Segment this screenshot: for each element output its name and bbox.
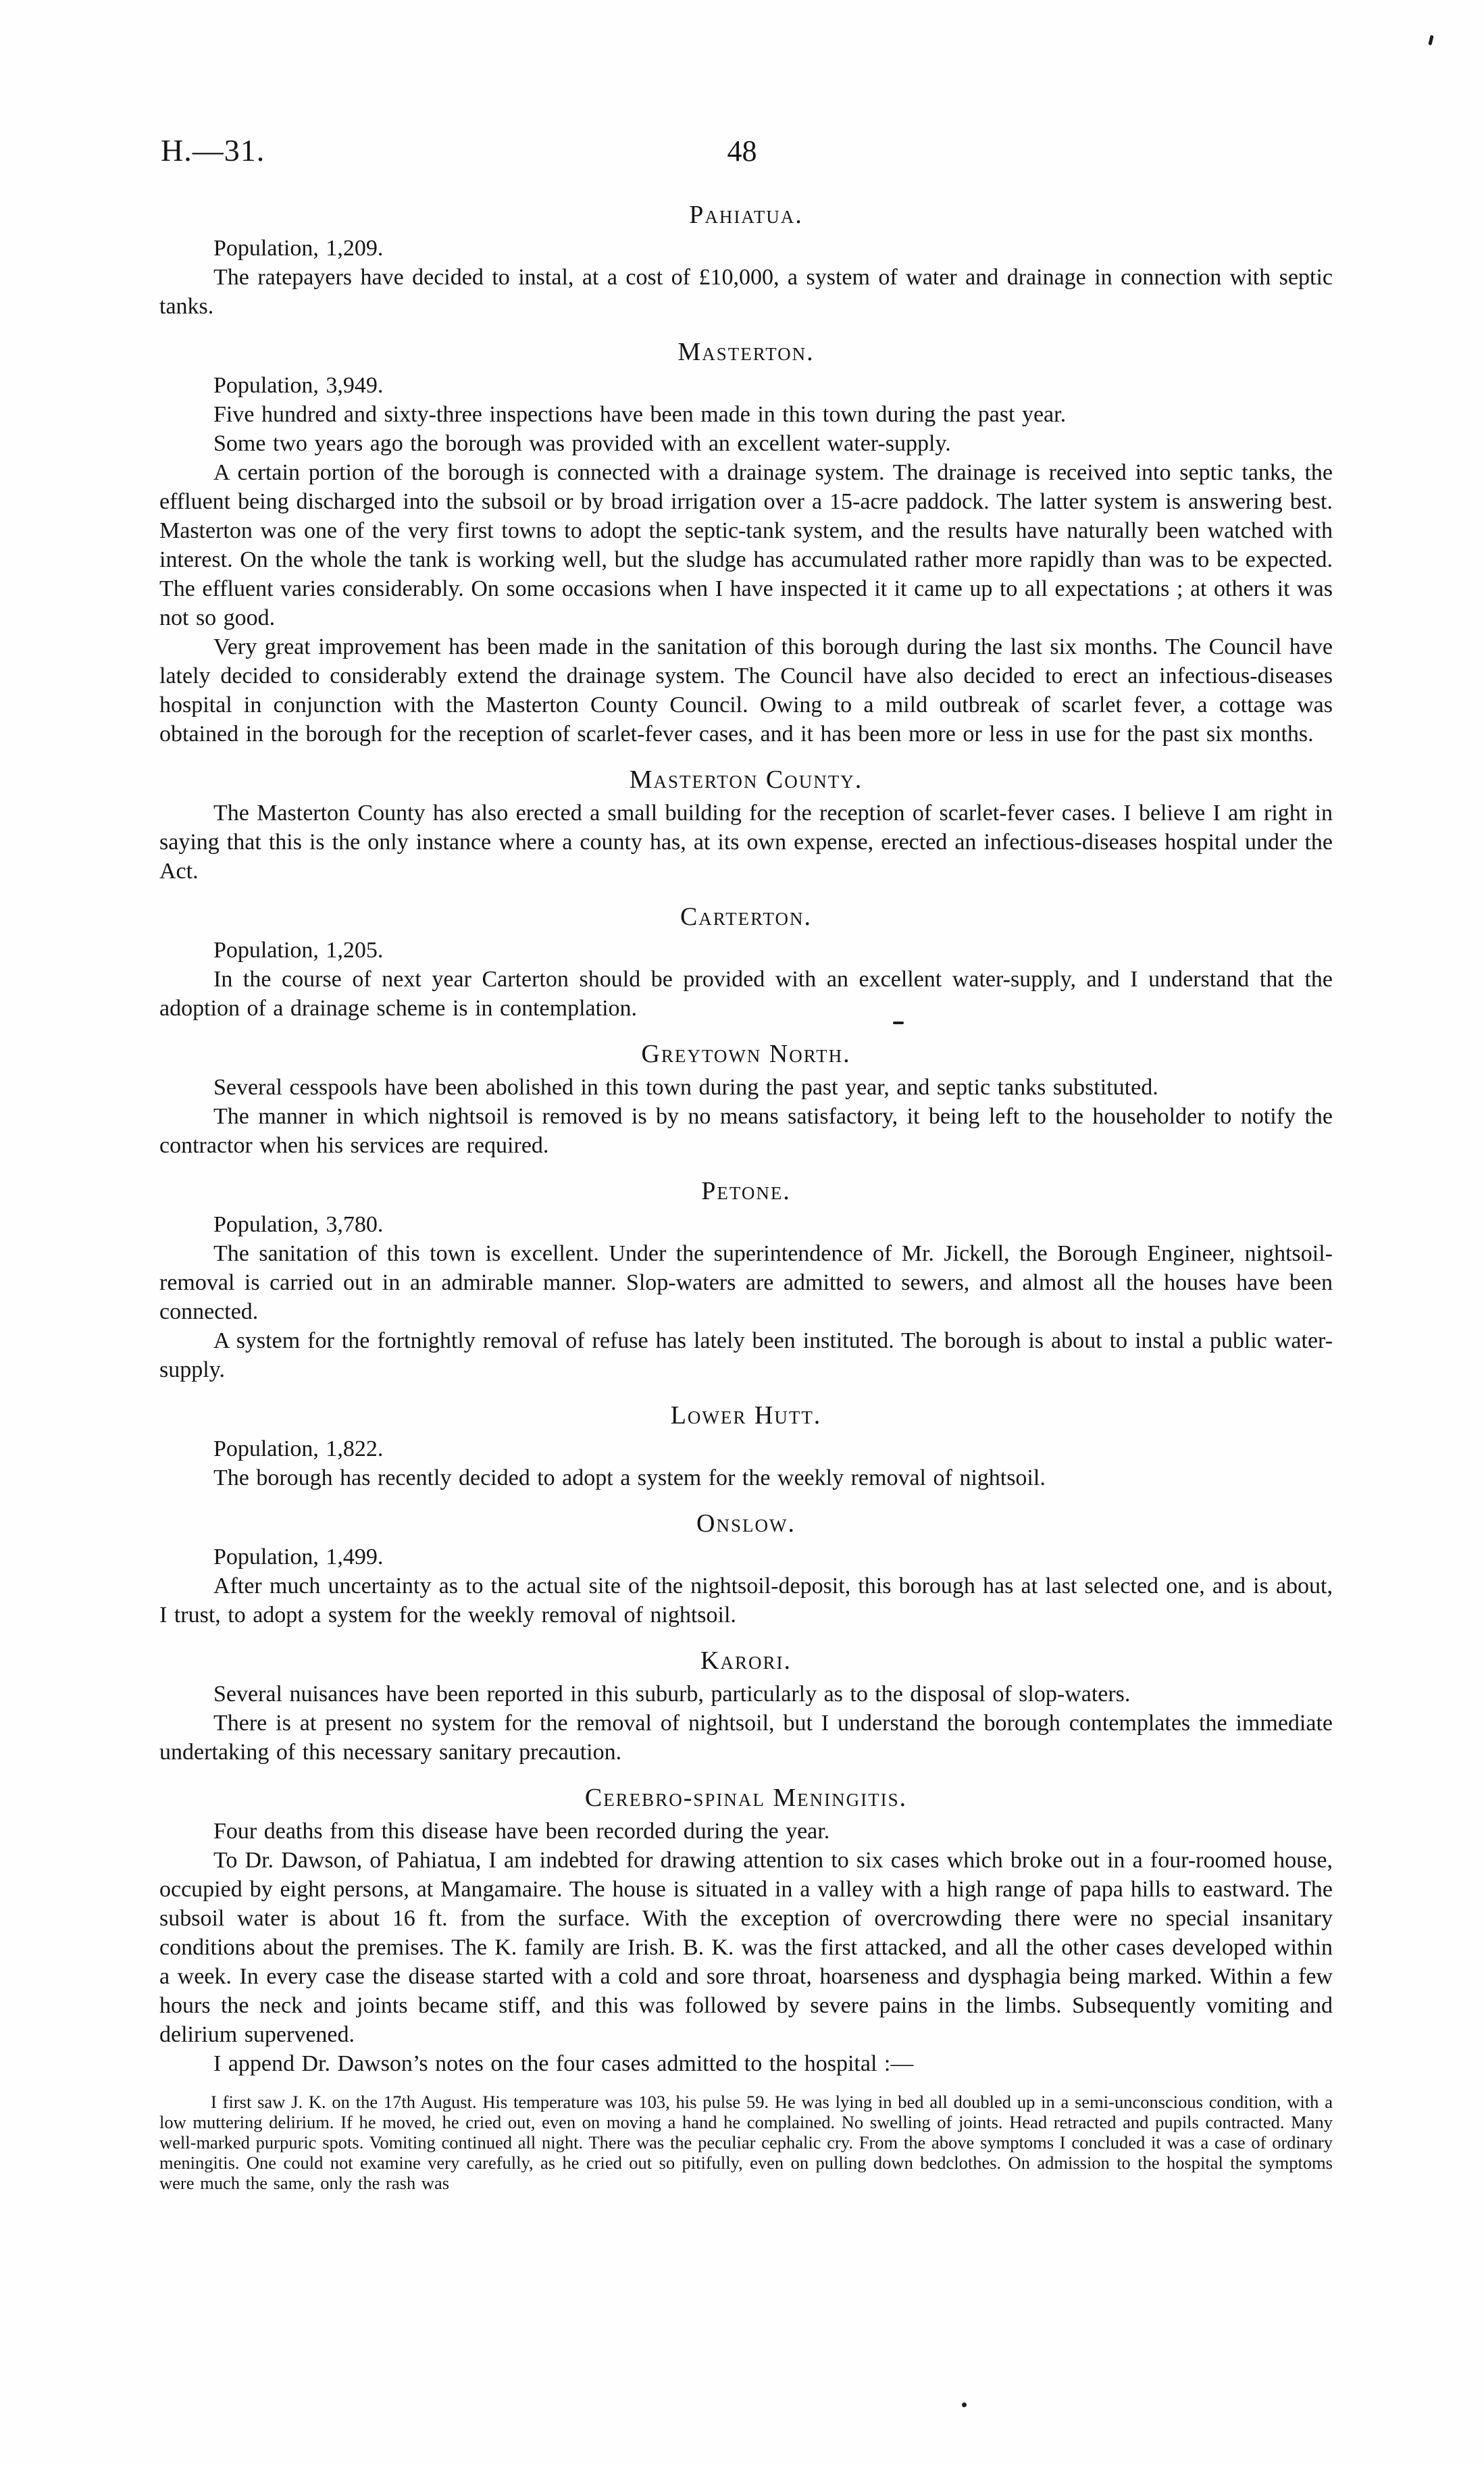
paragraph: A certain portion of the borough is connected with a drainage system. The drainage is received into septic tanks, the effluent being discharged into the subsoil or by broad irrigation over a 15-acre paddock. The latter system is answering best. Masterton was one of the very first towns to adopt the septic-tank system, and the results have naturally been watched with interest. On the whole the tank is working well, but the sludge has accumulated rather more rapidly than was to be expected. The effluent varies considerably. On some occasions when I have inspected it it came up to all expectations ; at others it was not so good. [159,460,1333,630]
paragraph: I append Dr. Dawson’s notes on the four cases admitted to the hospital :— [213,2051,914,2076]
section-petone [159,1176,1333,1384]
section-karori [159,1646,1333,1767]
paragraph: The ratepayers have decided to instal, at a cost of £10,000, a system of water and drainage in connection with septic tanks. [159,265,1333,319]
section-masterton [159,337,1333,749]
population-line: Population, 1,822. [213,1436,384,1461]
page-header [0,132,1484,176]
report-body [159,200,1333,2193]
paragraph: Several nuisances have been reported in this suburb, particularly as to the disposal of slop-waters. [213,1682,1131,1707]
section-lower-hutt [159,1401,1333,1492]
page-number: 48 [727,134,757,168]
scan-artifact-dot [962,2402,967,2407]
paragraph: Five hundred and sixty-three inspections have been made in this town during the past year. [213,402,1067,427]
paragraph: Some two years ago the borough was provided with an excellent water-supply. [213,431,951,456]
section-heading: Greytown North. [641,1040,851,1068]
section-heading: Petone. [701,1177,791,1205]
population-line: Population, 1,205. [213,938,384,963]
population-line: Population, 3,949. [213,373,384,398]
section-heading: Karori. [700,1646,792,1675]
doctor-notes-small-print [159,2092,1333,2193]
paragraph: The borough has recently decided to adopt a system for the weekly removal of nightsoil. [213,1465,1046,1490]
section-masterton-county [159,765,1333,886]
section-heading: Lower Hutt. [670,1401,822,1430]
section-greytown-north [159,1039,1333,1160]
doc-reference: H.—31. [161,133,265,168]
section-carterton [159,902,1333,1023]
population-line: Population, 1,499. [213,1544,384,1569]
section-heading: Pahiatua. [689,201,803,229]
scan-artifact-mark [1428,35,1433,46]
paragraph: I first saw J. K. on the 17th August. His temperature was 103, his pulse 59. He was lying in bed all doubled up in a semi-unconscious condition, with a low muttering delirium. If he moved, he cried out, even on moving a hand he complained. No swelling of joints. Head retracted and pupils contracted. Many well-marked purpuric spots. Vomiting continued all night. There was the peculiar cephalic cry. From the above symptoms I concluded it was a case of ordinary meningitis. One could not examine very carefully, as he cried out so pitifully, even on pulling down bedclothes. On admission to the hospital the symptoms were much the same, only the rash was [159,2092,1333,2193]
section-cerebro-spinal-meningitis [159,1783,1333,2193]
paragraph: There is at present no system for the removal of nightsoil, but I understand the borough contemplates the immediate undertaking of this necessary sanitary precaution. [159,1711,1333,1765]
section-onslow [159,1509,1333,1630]
paragraph: The sanitation of this town is excellent. Under the superintendence of Mr. Jickell, the Borough Engineer, nightsoil-removal is carried out in an admirable manner. Slop-waters are admitted to sewers, and almost all the houses have been connected. [159,1241,1333,1324]
section-heading: Masterton. [677,338,815,366]
population-line: Population, 1,209. [213,236,384,261]
paragraph: Very great improvement has been made in the sanitation of this borough during the last six months. The Council have lately decided to considerably extend the drainage system. The Council have also decided to erect an infectious-diseases hospital in conjunction with the Masterton County Council. Owing to a mild outbreak of scarlet fever, a cottage was obtained in the borough for the reception of scarlet-fever cases, and it has been more or less in use for the past six months. [159,634,1333,747]
paragraph: To Dr. Dawson, of Pahiatua, I am indebted for drawing attention to six cases which broke out in a four-roomed house, occupied by eight persons, at Mangamaire. The house is situated in a valley with a high range of papa hills to eastward. The subsoil water is about 16 ft. from the surface. With the exception of overcrowding there were no special insanitary conditions about the premises. The K. family are Irish. B. K. was the first attacked, and all the other cases developed within a week. In every case the disease started with a cold and sore throat, hoarseness and dysphagia being marked. Within a few hours the neck and joints became stiff, and this was followed by severe pains in the limbs. Subsequently vomiting and delirium supervened. [159,1848,1333,2047]
section-heading: Carterton. [680,903,813,931]
paragraph: In the course of next year Carterton should be provided with an excellent water-supply, and I understand that the adoption of a drainage scheme is in contemplation. [159,967,1333,1021]
paragraph: Four deaths from this disease have been recorded during the year. [213,1819,830,1844]
section-heading: Onslow. [696,1509,796,1538]
paragraph: Several cesspools have been abolished in this town during the past year, and septic tanks substituted. [213,1075,1158,1100]
paragraph: The Masterton County has also erected a small building for the reception of scarlet-fever cases. I believe I am right in saying that this is the only instance where a county has, at its own expense, erected an infectious-diseases hospital under the Act. [159,801,1333,884]
paragraph: After much uncertainty as to the actual site of the nightsoil-deposit, this borough has at last selected one, and is about, I trust, to adopt a system for the weekly removal of nightsoil. [159,1574,1333,1628]
population-line: Population, 3,780. [213,1212,384,1237]
section-pahiatua [159,200,1333,321]
paragraph: A system for the fortnightly removal of refuse has lately been instituted. The borough is about to instal a public water-supply. [159,1328,1333,1382]
section-heading: Masterton County. [629,765,863,794]
section-heading: Cerebro-spinal Meningitis. [584,1784,908,1812]
paragraph: The manner in which nightsoil is removed is by no means satisfactory, it being left to the householder to notify the contractor when his services are required. [159,1104,1333,1158]
scan-artifact-dash [893,1022,904,1024]
